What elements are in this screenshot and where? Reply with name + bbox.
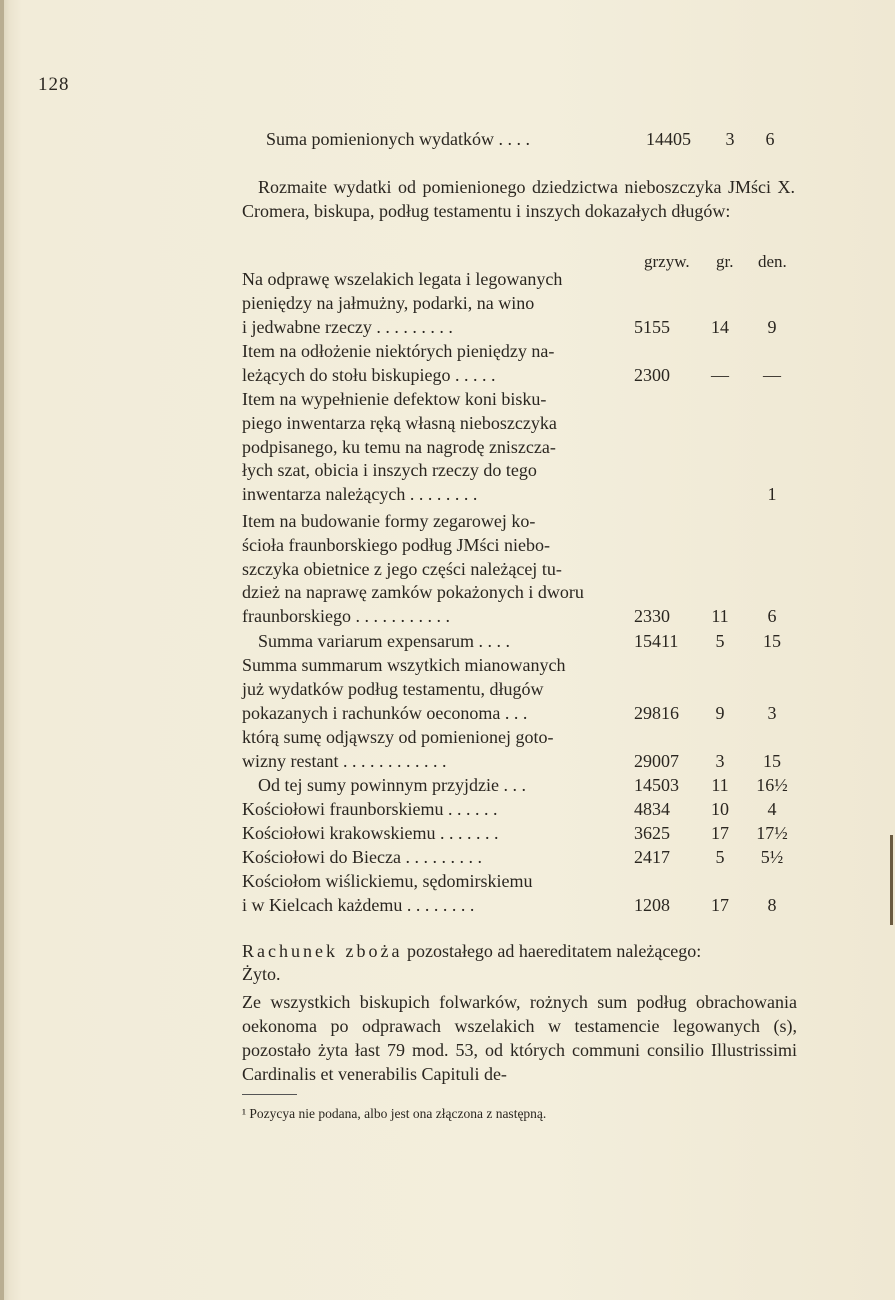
rachunek-rest: pozostałego ad haereditatem należącego:	[402, 941, 702, 961]
entry-line	[242, 796, 802, 822]
entry-grzyw: 14503	[634, 775, 679, 795]
zyto-label: Żyto.	[242, 964, 281, 984]
entry-gr: 11	[711, 606, 729, 627]
entry-line	[242, 652, 802, 678]
entry-text: pieniędzy na jałmużny, podarki, na wino	[242, 292, 535, 313]
entry-grzyw: 4834	[634, 799, 670, 819]
entry-text: już wydatków podług testamentu, długów	[242, 678, 544, 699]
entry-line	[242, 508, 802, 534]
entry-den: 8	[767, 894, 777, 915]
edge-mark	[890, 835, 893, 925]
entry-line	[242, 386, 802, 412]
entry-line	[242, 748, 802, 774]
entry-gr: 9	[715, 702, 725, 723]
entry-text: i jedwabne rzeczy . . . . . . . . .	[242, 316, 453, 337]
entry-text: piego inwentarza ręką własną nieboszczyka	[242, 412, 557, 433]
entry-text: podpisanego, ku temu na nagrodę zniszcza-	[242, 436, 556, 457]
entry-gr: 17	[711, 823, 729, 843]
entry-line	[242, 314, 802, 340]
entry-line	[242, 628, 802, 654]
suma-gr: 3	[725, 129, 735, 149]
entry-text: wizny restant . . . . . . . . . . . .	[242, 750, 447, 771]
entry-text: Item na odłożenie niektórych pieniędzy na-	[242, 341, 555, 361]
entry-line	[242, 892, 802, 918]
entry-text: leżących do stołu biskupiego . . . . .	[242, 364, 496, 385]
entry-line	[242, 556, 802, 582]
header-den: den.	[758, 252, 787, 271]
entry-den: 17½	[756, 823, 788, 843]
entry-gr: 3	[715, 750, 725, 771]
entry-gr: —	[711, 364, 729, 385]
entry-den: 16½	[756, 775, 788, 795]
entry-den: 4	[767, 799, 777, 819]
entry-text: Kościołowi fraunborskiemu . . . . . .	[242, 799, 498, 819]
entry-grzyw: 5155	[634, 316, 670, 337]
suma-label: Suma pomienionych wydatków . . . .	[266, 129, 530, 149]
entry-line	[242, 434, 802, 460]
entry-gr: 17	[711, 894, 729, 915]
entry-text: Summa summarum wszytkich mianowanych	[242, 655, 566, 675]
entry-line	[242, 457, 802, 483]
entry-text: Na odprawę wszelakich legata i legowanych	[242, 269, 563, 289]
entry-line	[242, 266, 802, 292]
entry-text: i w Kielcach każdemu . . . . . . . .	[242, 894, 475, 915]
entry-gr: 11	[711, 775, 729, 795]
entry-line	[242, 868, 802, 894]
entry-line	[242, 290, 802, 316]
entry-text: Item na budowanie formy zegarowej ko-	[242, 511, 536, 531]
suma-grzyw: 14405	[646, 129, 691, 149]
entry-line	[242, 338, 802, 364]
entry-den: 5½	[760, 847, 784, 867]
entry-den: 1	[767, 484, 777, 505]
page-spine	[0, 0, 4, 1300]
entry-grzyw: 2330	[634, 606, 670, 627]
entry-line	[242, 603, 802, 629]
header-grzyw: grzyw.	[644, 252, 690, 271]
entry-line	[242, 700, 802, 726]
entry-text: fraunborskiego . . . . . . . . . . .	[242, 606, 450, 627]
entry-line	[242, 362, 802, 388]
entry-grzyw: 2417	[634, 847, 670, 867]
entry-line	[242, 772, 802, 798]
entry-text: Kościołom wiślickiemu, sędomirskiemu	[242, 871, 533, 891]
entry-text: łych szat, obicia i inszych rzeczy do tego	[242, 460, 537, 481]
intro-paragraph: Rozmaite wydatki od pomienionego dziedzictwa nieboszczyka JMści X. Cromera, biskupa, podług testamentu i inszych dokazałych długów:	[242, 177, 795, 221]
entry-den: 9	[767, 316, 777, 337]
footnote: ¹ Pozycya nie podana, albo jest ona złączona z następną.	[242, 1106, 547, 1121]
entry-line	[242, 844, 802, 870]
entry-text: Od tej sumy powinnym przyjdzie . . .	[258, 775, 526, 795]
entry-text: Kościołowi krakowskiemu . . . . . . .	[242, 823, 499, 843]
header-gr: gr.	[716, 252, 734, 271]
entry-den: 6	[767, 606, 777, 627]
entry-text: pokazanych i rachunków oeconoma . . .	[242, 702, 528, 723]
entry-text: Kościołowi do Biecza . . . . . . . . .	[242, 847, 482, 867]
entry-grzyw: 15411	[634, 631, 679, 651]
entry-text: którą sumę odjąwszy od pomienionej goto-	[242, 727, 554, 747]
entry-grzyw: 2300	[634, 364, 670, 385]
entry-text: Summa variarum expensarum . . . .	[258, 631, 510, 651]
entry-gr: 10	[711, 799, 729, 819]
rachunek-spaced: Rachunek zboża	[242, 941, 403, 961]
entry-line	[242, 481, 802, 507]
entry-line	[242, 532, 802, 558]
footnote-rule	[242, 1094, 297, 1095]
entry-text: dzież na naprawę zamków pokażonych i dworu	[242, 582, 584, 603]
entry-text: szczyka obietnice z jego części należącej tu-	[242, 558, 562, 579]
entry-den: 15	[763, 750, 781, 771]
entry-den: —	[763, 364, 781, 385]
entry-den: 3	[767, 702, 777, 723]
entry-den: 15	[763, 631, 781, 651]
entry-gr: 5	[715, 847, 725, 867]
entry-grzyw: 29816	[634, 702, 679, 723]
suma-line	[266, 126, 826, 152]
entry-text: Item na wypełnienie defektow koni bisku-	[242, 389, 547, 409]
entry-line	[242, 676, 802, 702]
entry-grzyw: 1208	[634, 894, 670, 915]
final-paragraph: Ze wszystkich biskupich folwarków, rożnych sum podług obrachowania oekonoma po odprawach wszelakich w testamencie legowanych (s), pozostało żyta łast 79 mod. 53, od których communi consilio Illustrissimi Cardinalis et venerabilis Capituli de-	[242, 992, 797, 1084]
page-number: 128	[38, 74, 70, 95]
entry-line	[242, 820, 802, 846]
entry-gr: 14	[711, 316, 729, 337]
entry-text: inwentarza należących . . . . . . . .	[242, 484, 478, 505]
entry-grzyw: 29007	[634, 750, 679, 771]
entry-line	[242, 579, 802, 605]
suma-den: 6	[765, 129, 775, 149]
entry-line	[242, 724, 802, 750]
entry-text: ścioła fraunborskiego podług JMści niebo-	[242, 534, 550, 555]
entry-grzyw: 3625	[634, 823, 670, 843]
entry-line	[242, 410, 802, 436]
rachunek-heading	[242, 940, 797, 964]
entry-gr: 5	[715, 631, 725, 651]
